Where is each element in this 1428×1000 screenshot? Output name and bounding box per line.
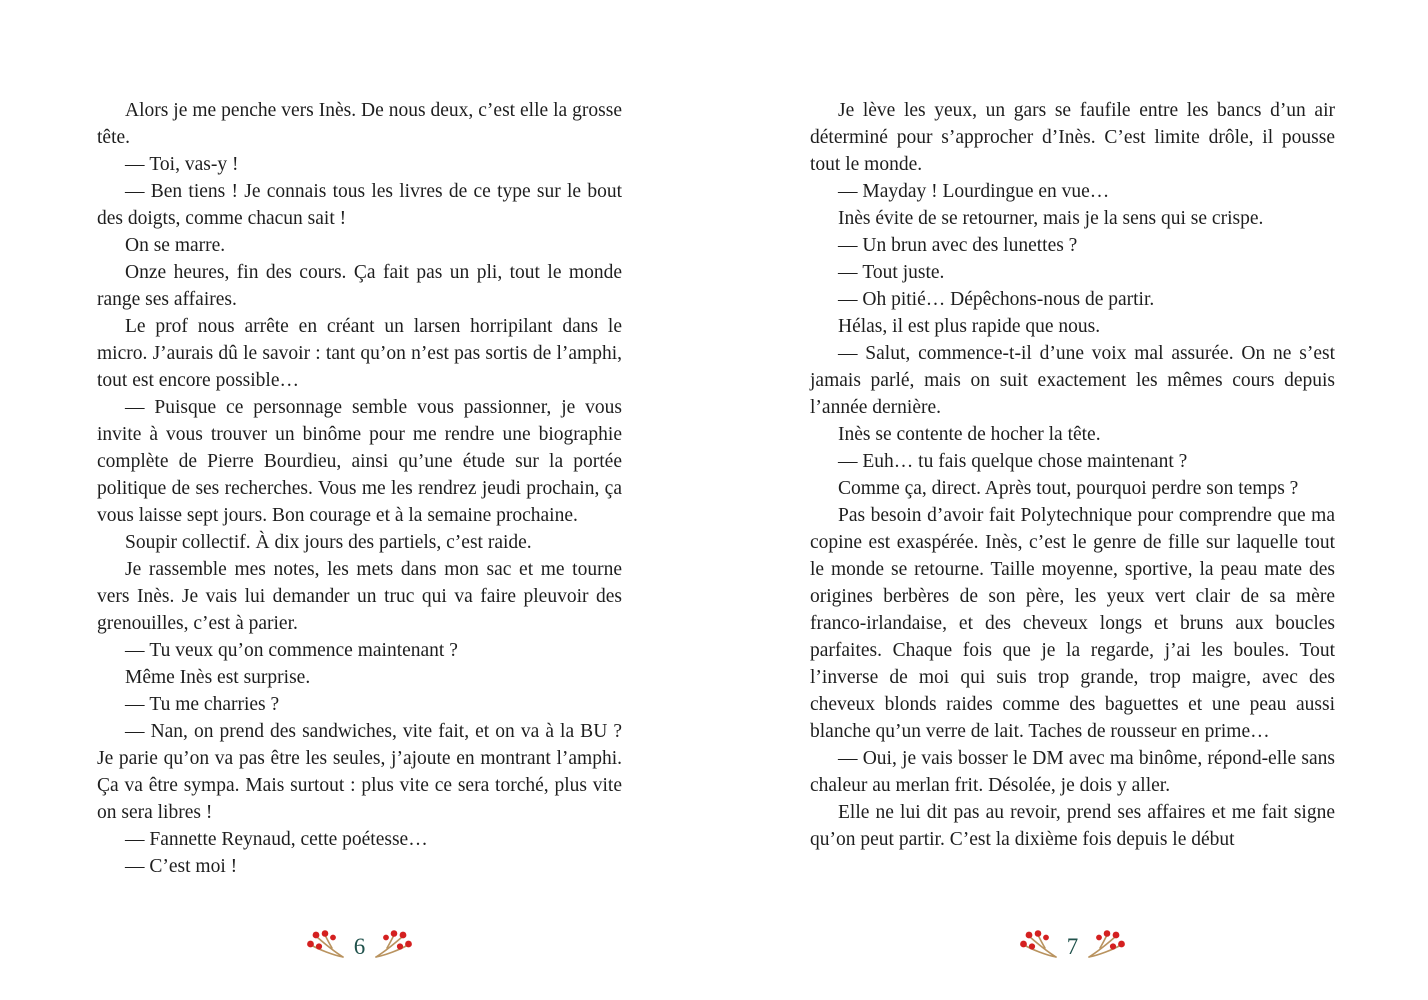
paragraph: Alors je me penche vers Inès. De nous deux, c’est elle la grosse tête.: [97, 100, 622, 148]
paragraph: — Fannette Reynaud, cette poétesse…: [125, 829, 428, 850]
paragraph: On se marre.: [125, 235, 226, 256]
paragraph: Inès évite de se retourner, mais je la sens qui se crispe.: [838, 208, 1264, 229]
paragraph: — Oui, je vais bosser le DM avec ma binôme, répond-elle sans chaleur au merlan frit. Désolée, je dois y aller.: [810, 748, 1335, 796]
paragraph: — Tout juste.: [838, 262, 945, 283]
berry-sprig-right-icon: [1087, 930, 1125, 960]
paragraph: Je lève les yeux, un gars se faufile entre les bancs d’un air déterminé pour s’approcher d’Inès. C’est limite drôle, il pousse tout le monde.: [810, 100, 1335, 175]
paragraph: Pas besoin d’avoir fait Polytechnique pour comprendre que ma copine est exaspérée. Inès, c’est le genre de fille sur laquelle tout le monde se retourne. Taille moyenne, sportive, la peau mate des origines berbères de son père, les yeux vert clair de sa mère franco-irlandaise, et des cheveux longs et bruns aux boucles parfaites. Chaque fois que je la regarde, j’ai les boules. Tout l’inverse de moi qui suis trop grande, trop maigre, avec des cheveux blonds raides comme des baguettes et une peau aussi blanche qu’un verre de lait. Taches de rousseur en prime…: [810, 505, 1335, 742]
paragraph: Onze heures, fin des cours. Ça fait pas un pli, tout le monde range ses affaires.: [97, 262, 622, 310]
paragraph: — Mayday ! Lourdingue en vue…: [838, 181, 1110, 202]
paragraph: Comme ça, direct. Après tout, pourquoi perdre son temps ?: [838, 478, 1299, 499]
right-page-footer: [810, 930, 1335, 960]
paragraph: — Toi, vas-y !: [125, 154, 239, 175]
right-page-number: 7: [1066, 933, 1079, 959]
paragraph: Hélas, il est plus rapide que nous.: [838, 316, 1101, 337]
paragraph: — Ben tiens ! Je connais tous les livres de ce type sur le bout des doigts, comme chacun sait !: [97, 181, 622, 229]
left-page-text: [97, 97, 622, 880]
paragraph: — C’est moi !: [125, 856, 238, 877]
paragraph: Même Inès est surprise.: [125, 667, 311, 688]
berry-sprig-left-icon: [307, 930, 345, 960]
paragraph: — Tu me charries ?: [125, 694, 280, 715]
berry-sprig-left-icon: [1020, 930, 1058, 960]
paragraph: Inès se contente de hocher la tête.: [838, 424, 1101, 445]
paragraph: Je rassemble mes notes, les mets dans mon sac et me tourne vers Inès. Je vais lui demander un truc qui va faire pleuvoir des grenouilles, c’est à parier.: [97, 559, 622, 634]
paragraph: Elle ne lui dit pas au revoir, prend ses affaires et me fait signe qu’on peut partir. C’est la dixième fois depuis le début: [810, 802, 1335, 850]
paragraph: — Oh pitié… Dépêchons-nous de partir.: [838, 289, 1155, 310]
left-page-number: 6: [353, 933, 366, 959]
left-page-footer: [97, 930, 622, 960]
right-page-text: [810, 97, 1335, 853]
paragraph: — Euh… tu fais quelque chose maintenant ?: [838, 451, 1188, 472]
paragraph: — Un brun avec des lunettes ?: [838, 235, 1078, 256]
paragraph: — Nan, on prend des sandwiches, vite fait, et on va à la BU ? Je parie qu’on va pas être les seules, j’ajoute en montrant l’amphi. Ça va être sympa. Mais surtout : plus vite ce sera torché, plus vite on sera libres !: [97, 721, 622, 823]
paragraph: — Tu veux qu’on commence maintenant ?: [125, 640, 458, 661]
berry-sprig-right-icon: [374, 930, 412, 960]
paragraph: — Puisque ce personnage semble vous passionner, je vous invite à vous trouver un binôme pour me rendre une biographie complète de Pierre Bourdieu, ainsi qu’une étude sur la portée politique de ses recherches. Vous me les rendrez jeudi prochain, ça vous laisse sept jours. Bon courage et à la semaine prochaine.: [97, 397, 622, 526]
paragraph: Soupir collectif. À dix jours des partiels, c’est raide.: [125, 532, 532, 553]
paragraph: Le prof nous arrête en créant un larsen horripilant dans le micro. J’aurais dû le savoir : tant qu’on n’est pas sortis de l’amphi, tout est encore possible…: [97, 316, 622, 391]
paragraph: — Salut, commence-t-il d’une voix mal assurée. On ne s’est jamais parlé, mais on suit exactement les mêmes cours depuis l’année dernière.: [810, 343, 1335, 418]
